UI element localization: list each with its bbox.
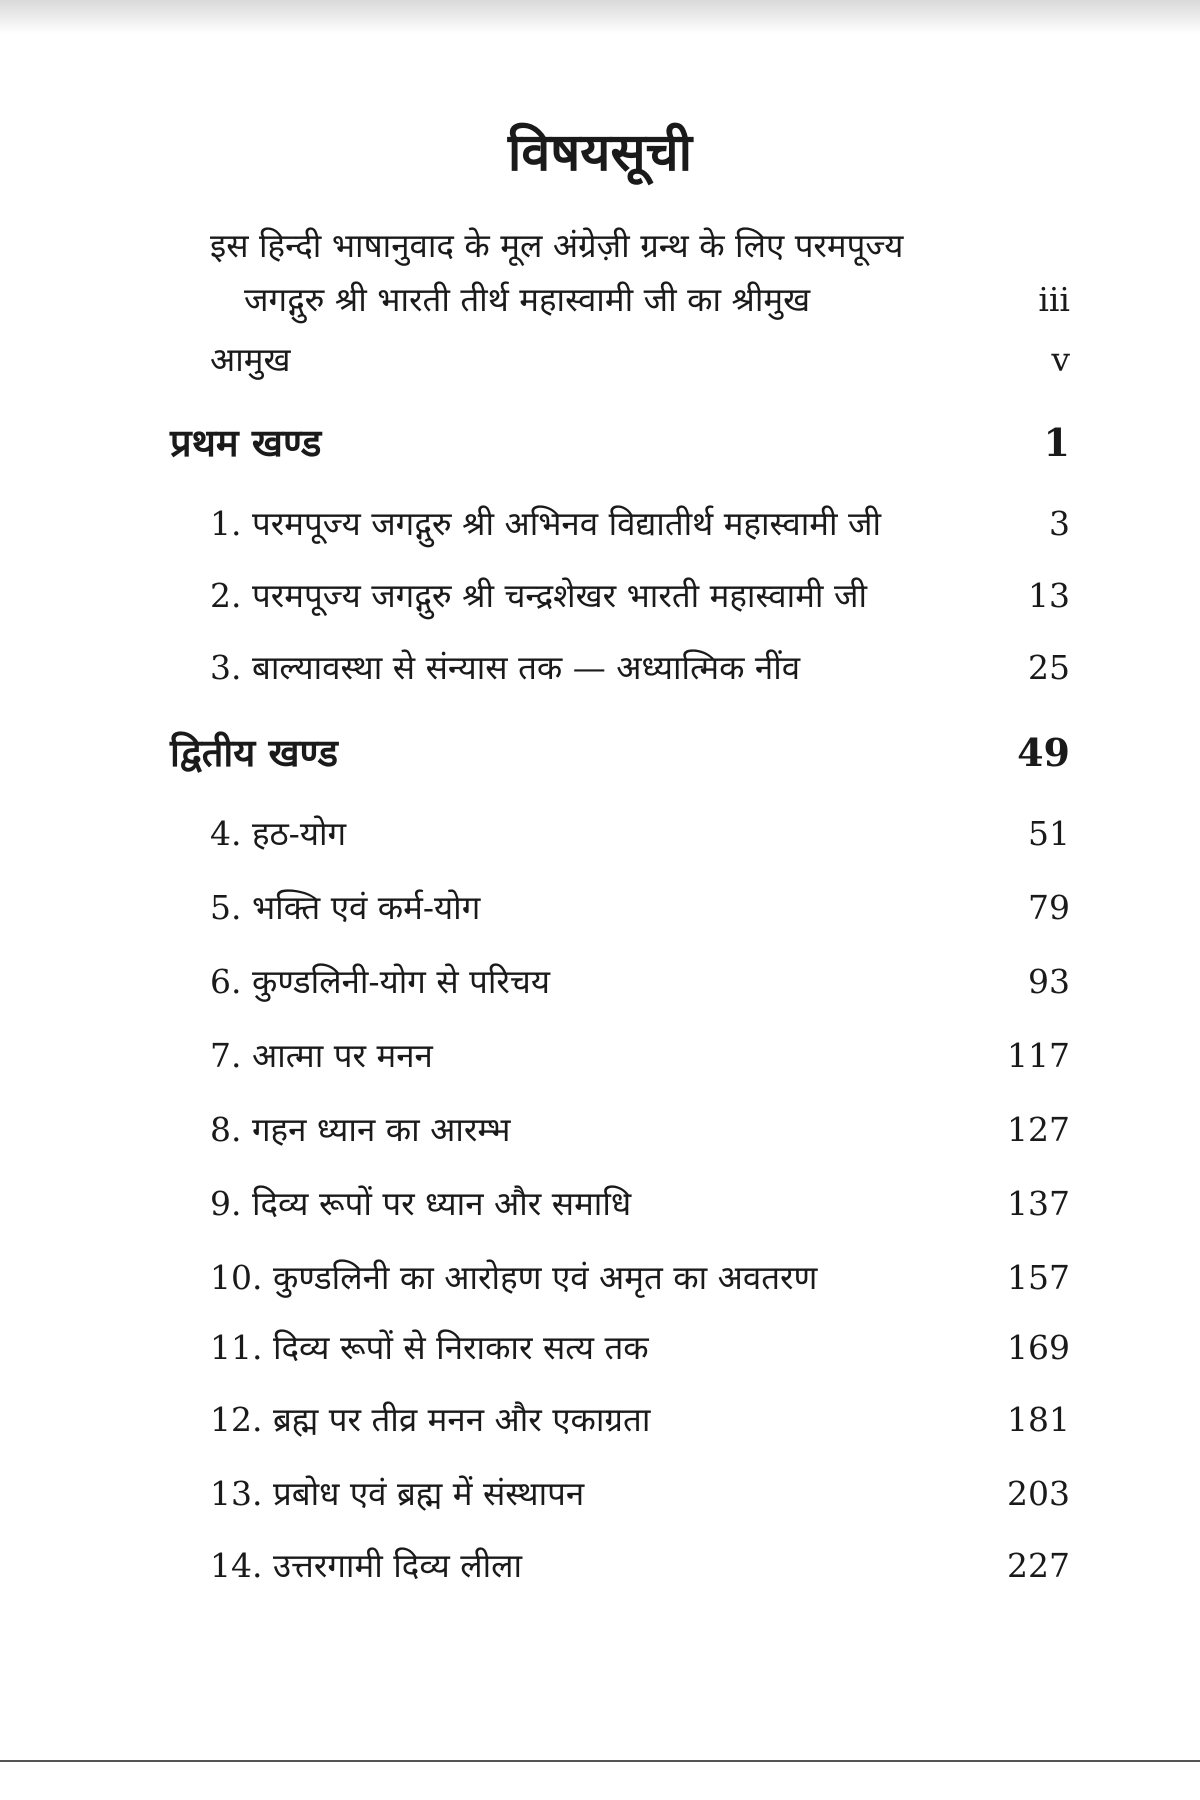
chapter-label: 13. प्रबोध एवं ब्रह्म में संस्थापन (210, 1474, 585, 1513)
page-title: विषयसूची (507, 122, 693, 183)
chapter-page-number: 3 (1049, 504, 1070, 543)
intro-entry-line1[interactable]: इस हिन्दी भाषानुवाद के मूल अंग्रेज़ी ग्रन्थ के लिए परमपूज्य (210, 226, 904, 265)
chapter-page-number: 227 (1007, 1546, 1070, 1585)
intro-entry-line2[interactable] (244, 270, 1070, 330)
chapter-label: 11. दिव्य रूपों से निराकार सत्य तक (210, 1328, 649, 1367)
chapter-page-number: 127 (1007, 1110, 1070, 1149)
chapter-label: 14. उत्तरगामी दिव्य लीला (210, 1546, 523, 1585)
chapter-page-number: 51 (1028, 814, 1070, 853)
chapter-page-number: 157 (1007, 1258, 1070, 1297)
foreword-page-number: v (1051, 340, 1070, 379)
chapter-label: 5. भक्ति एवं कर्म-योग (210, 888, 481, 927)
intro-page-number: iii (1038, 280, 1070, 319)
chapter-label: 2. परमपूज्य जगद्गुरु श्री चन्द्रशेखर भारती महास्वामी जी (210, 576, 868, 615)
chapter-label: 6. कुण्डलिनी-योग से परिचय (210, 962, 551, 1001)
section-page-number: 1 (1043, 420, 1070, 465)
chapter-label: 1. परमपूज्य जगद्गुरु श्री अभिनव विद्यातीर्थ महास्वामी जी (210, 504, 882, 543)
chapter-page-number: 117 (1007, 1036, 1070, 1075)
chapter-page-number: 137 (1007, 1184, 1070, 1223)
chapter-label: 3. बाल्यावस्था से संन्यास तक — अध्यात्मिक नींव (210, 648, 801, 687)
chapter-label: 7. आत्मा पर मनन (210, 1036, 433, 1075)
chapter-page-number: 203 (1007, 1474, 1070, 1513)
chapter-page-number: 93 (1028, 962, 1070, 1001)
chapter-label: 8. गहन ध्यान का आरम्भ (210, 1110, 511, 1149)
chapter-page-number: 25 (1028, 648, 1070, 687)
chapter-page-number: 169 (1007, 1328, 1070, 1367)
chapter-page-number: 79 (1028, 888, 1070, 927)
chapter-page-number: 13 (1028, 576, 1070, 615)
chapter-label: 10. कुण्डलिनी का आरोहण एवं अमृत का अवतरण (210, 1258, 818, 1297)
section-page-number: 49 (1017, 730, 1070, 775)
intro-entry-label: जगद्गुरु श्री भारती तीर्थ महास्वामी जी का श्रीमुख (244, 280, 811, 319)
section-label: प्रथम खण्ड (170, 420, 322, 465)
chapter-label: 4. हठ-योग (210, 814, 347, 853)
chapter-page-number: 181 (1007, 1400, 1070, 1439)
chapter-label: 9. दिव्य रूपों पर ध्यान और समाधि (210, 1184, 632, 1223)
section-label: द्वितीय खण्ड (170, 730, 338, 775)
foreword-label: आमुख (210, 340, 291, 379)
chapter-label: 12. ब्रह्म पर तीव्र मनन और एकाग्रता (210, 1400, 651, 1439)
bottom-divider (0, 1760, 1200, 1762)
